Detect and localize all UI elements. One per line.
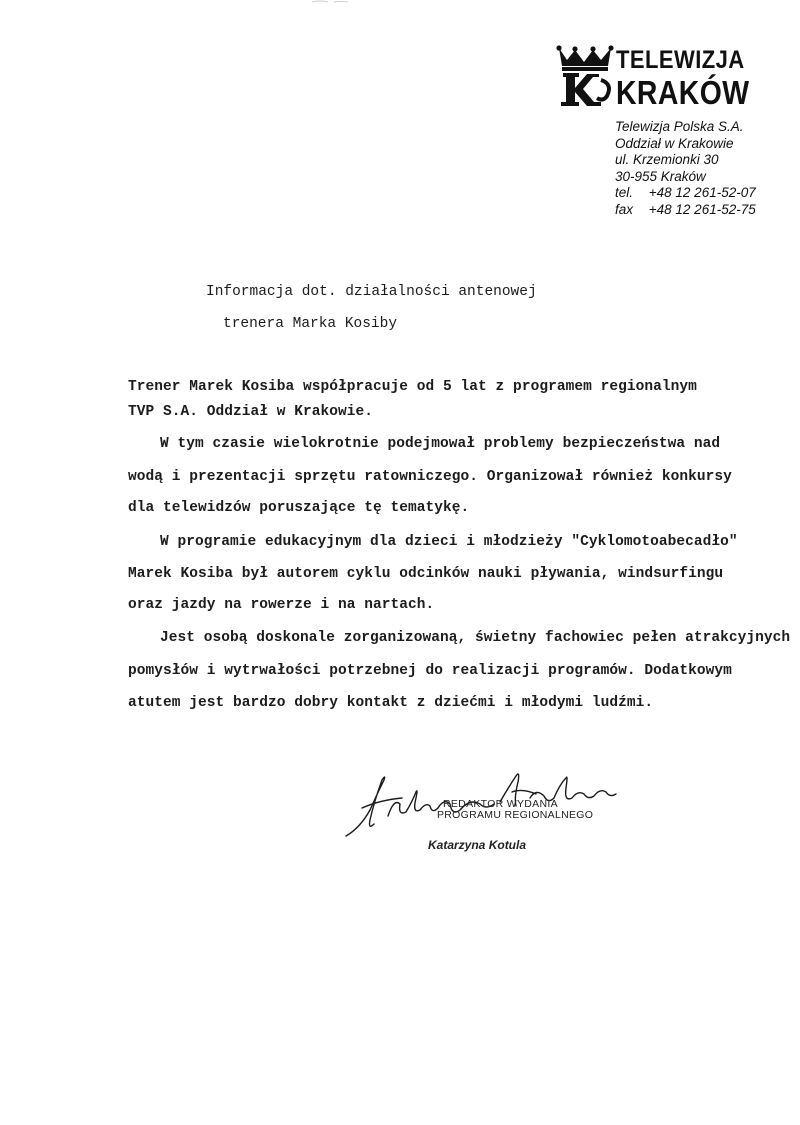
body-line: Trener Marek Kosiba współpracuje od 5 lat z programem regionalnym [128, 379, 697, 395]
body-line: wodą i prezentacji sprzętu ratowniczego. Organizował również konkursy [128, 469, 732, 485]
body-line: TVP S.A. Oddział w Krakowie. [128, 404, 374, 420]
phone-number: +48 12 261-52-07 [648, 185, 756, 201]
body-line: oraz jazdy na rowerze i na nartach. [128, 597, 435, 613]
sender-address [615, 119, 756, 219]
address-company: Telewizja Polska S.A. [615, 119, 744, 134]
address-city: 30-955 Kraków [615, 168, 706, 184]
body-line: pomysłów i wytrwałości potrzebnej do realizacji programów. Dodatkowym [128, 663, 732, 679]
phone-label: tel. [615, 185, 634, 201]
address-phone [615, 185, 756, 202]
signatory-title-line-1: REDAKTOR WYDANIA [443, 798, 558, 810]
body-line: W programie edukacyjnym dla dzieci i młodzieży "Cyklomotoabecadło" [160, 534, 738, 550]
letterhead-logo [553, 44, 768, 110]
crown-k-emblem-icon [553, 44, 617, 108]
fax-number: +48 12 261-52-75 [648, 201, 756, 217]
fax-label: fax [615, 201, 634, 217]
body-line: dla telewidzów poruszające tę tematykę. [128, 500, 470, 516]
logo-text-telewizja: TELEWIZJA [616, 46, 745, 74]
address-street: ul. Krzemionki 30 [615, 152, 719, 168]
address-fax [615, 202, 756, 219]
subject-line-2: trenera Marka Kosiby [223, 316, 398, 332]
logo-text-krakow: KRAKÓW [616, 74, 750, 111]
address-branch: Oddział w Krakowie [615, 135, 734, 151]
body-line: atutem jest bardzo dobry kontakt z dziećmi i młodymi ludźmi. [128, 695, 654, 711]
subject-line-1: Informacja dot. działalności antenowej [206, 284, 537, 300]
body-line: W tym czasie wielokrotnie podejmował problemy bezpieczeństwa nad [160, 436, 721, 452]
signatory-name: Katarzyna Kotula [428, 838, 527, 852]
body-line: Jest osobą doskonale zorganizowaną, świetny fachowiec pełen atrakcyjnych [160, 630, 791, 646]
signatory-title-line-2: PROGRAMU REGIONALNEGO [437, 809, 594, 821]
scan-mark [310, 0, 350, 4]
signature-block [340, 758, 640, 868]
body-line: Marek Kosiba był autorem cyklu odcinków nauki pływania, windsurfingu [128, 566, 724, 582]
